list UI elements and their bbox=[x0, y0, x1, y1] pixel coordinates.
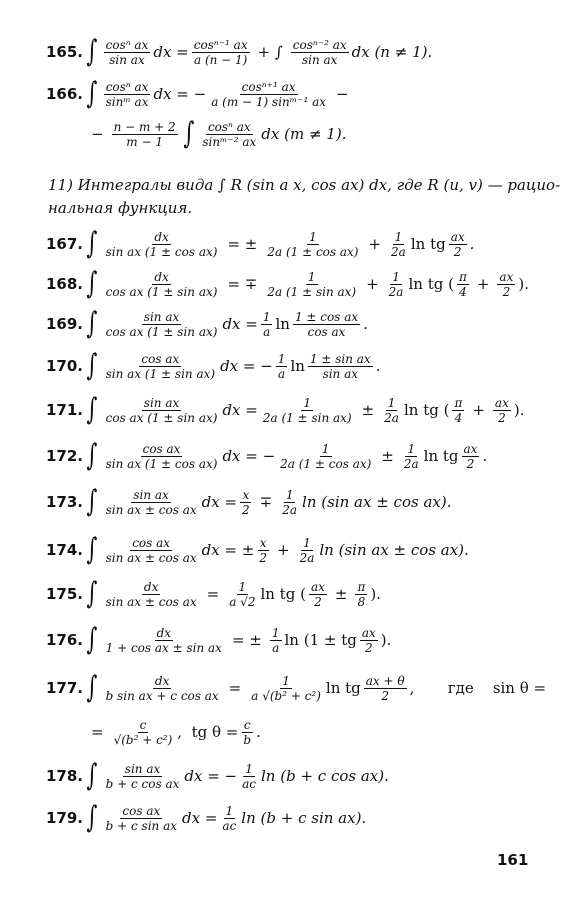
integral-sign: ∫ bbox=[86, 306, 98, 341]
section-heading-line-1: 11) Интегралы вида ∫ R (sin a x, cos ax) dx, где R (u, v) — рацио- bbox=[48, 176, 561, 194]
fraction: $\frac{\text{sin ax}}{\text{cos ax (1 ± sin ax)}}$ bbox=[105, 395, 218, 425]
formula-166 bbox=[0, 74, 571, 114]
fraction: $\frac{\text{cos ax}}{\text{sin ax ± cos ax}}$ bbox=[105, 535, 197, 565]
formula-number: 179. bbox=[46, 809, 84, 827]
formula-177-continued bbox=[0, 712, 571, 752]
fraction: $\frac{\pi}{4}$ bbox=[454, 395, 463, 425]
fraction: $\frac{ax + \theta}{2}$ bbox=[365, 673, 405, 703]
fraction: $\frac{\pi}{4}$ bbox=[458, 269, 467, 299]
fraction: $\frac{c}{b}$ bbox=[243, 717, 252, 747]
fraction: $\frac{ax}{2}$ bbox=[499, 269, 514, 299]
integral-sign: ∫ bbox=[86, 34, 98, 69]
formula-179 bbox=[0, 798, 571, 838]
fraction: $\frac{\text{1 ± cos ax}}{\text{cos ax}}$ bbox=[294, 309, 359, 339]
fraction: $\frac{dx}{\text{b sin ax + c cos ax}}$ bbox=[105, 673, 219, 703]
formula-body: = $\frac{c}{\text{√(b² + c²)}}$ , tg θ = $\frac{c}{b}$ . bbox=[91, 717, 261, 747]
formula-body: − $\frac{n - m + 2}{m - 1}$ ∫ $\frac{\text{cosⁿ ax}}{\text{sinᵐ⁻² ax}}$ dx (m ≠ 1). bbox=[91, 116, 347, 151]
formula-number: 177. bbox=[46, 679, 84, 697]
fraction: $\frac{1}{\text{a √(b² + c²)}}$ bbox=[251, 673, 321, 703]
fraction: $\frac{1}{ac}$ bbox=[222, 803, 237, 833]
integral-sign: ∫ bbox=[86, 800, 98, 835]
formula-number: 169. bbox=[46, 315, 84, 333]
formula-number: 178. bbox=[46, 767, 84, 785]
page-number: 161 bbox=[497, 851, 529, 869]
integral-sign: ∫ bbox=[86, 670, 98, 705]
formula-165 bbox=[0, 32, 571, 72]
fraction: $\frac{c}{\text{√(b² + c²)}}$ bbox=[113, 717, 173, 747]
formula-body: ∫ $\frac{dx}{\text{sin ax ± cos ax}}$ = $\frac{1}{a √2}$ ln tg ( $\frac{ax}{2}$ ± $\frac{\pi}{8}$ ). bbox=[86, 576, 381, 611]
formula-number: 171. bbox=[46, 401, 84, 419]
fraction: $\frac{\text{sin ax}}{\text{cos ax (1 ± sin ax)}}$ bbox=[105, 309, 218, 339]
formula-176 bbox=[0, 620, 571, 660]
fraction: $\frac{x}{2}$ bbox=[259, 535, 267, 565]
formula-170 bbox=[0, 346, 571, 386]
formula-number: 166. bbox=[46, 85, 84, 103]
formula-body: ∫ $\frac{\text{sin ax}}{\text{b + c cos ax}}$ dx = − $\frac{1}{ac}$ ln (b + c cos ax). bbox=[86, 758, 389, 793]
fraction: $\frac{\text{cos ax}}{\text{b + c sin ax}}$ bbox=[105, 803, 178, 833]
formula-body: ∫ $\frac{dx}{\text{sin ax (1 ± cos ax)}}$ = ± $\frac{1}{\text{2a (1 ± cos ax)}}$ + $\frac{1}{2a}$ ln tg $\frac{ax}{2}$ . bbox=[86, 226, 475, 261]
formula-number: 172. bbox=[46, 447, 84, 465]
fraction: $\frac{1}{2a}$ bbox=[391, 229, 406, 259]
fraction: $\frac{ax}{2}$ bbox=[361, 625, 376, 655]
integral-sign: ∫ bbox=[86, 484, 98, 519]
formula-body: ∫ $\frac{\text{cos ax}}{\text{sin ax ± cos ax}}$ dx = ± $\frac{x}{2}$ + $\frac{1}{2a}$ ln (sin ax ± cos ax). bbox=[86, 532, 469, 567]
fraction: $\frac{ax}{2}$ bbox=[463, 441, 478, 471]
formula-177 bbox=[0, 668, 571, 708]
fraction: $\frac{1}{2a}$ bbox=[299, 535, 315, 565]
formula-body: ∫ $\frac{\text{cosⁿ ax}}{\text{sinᵐ ax}}$ dx = − $\frac{\text{cosⁿ⁺¹ ax}}{\text{a (m − 1) sinᵐ⁻¹ ax}}$ − bbox=[86, 76, 349, 111]
formula-body: ∫ $\frac{dx}{\text{1 + cos ax ± sin ax}}$ = ± $\frac{1}{a}$ ln (1 ± tg $\frac{ax}{2}$ ). bbox=[86, 622, 392, 657]
formula-number: 167. bbox=[46, 235, 84, 253]
integral-sign: ∫ bbox=[86, 266, 98, 301]
integral-sign: ∫ bbox=[86, 226, 98, 261]
fraction: $\frac{1}{ac}$ bbox=[242, 761, 256, 791]
formula-number: 174. bbox=[46, 541, 84, 559]
fraction: $\frac{x}{2}$ bbox=[242, 487, 250, 517]
fraction: $\frac{n - m + 2}{m - 1}$ bbox=[113, 119, 176, 149]
formula-168 bbox=[0, 264, 571, 304]
integral-sign: ∫ bbox=[86, 438, 98, 473]
formula-172 bbox=[0, 436, 571, 476]
formula-body: ∫ $\frac{dx}{\text{cos ax (1 ± sin ax)}}$ = ∓ $\frac{1}{\text{2a (1 ± sin ax)}}$ + $\frac{1}{2a}$ ln tg ( $\frac{\pi}{4}$ + $\frac{ax}{2}$ ). bbox=[86, 266, 529, 301]
fraction: $\frac{1}{\text{2a (1 ± sin ax)}}$ bbox=[262, 395, 352, 425]
formula-body: ∫ $\frac{dx}{\text{b sin ax + c cos ax}}$ = $\frac{1}{\text{a √(b² + c²)}}$ ln tg $\frac{ax + \theta}{2}$ , где sin θ = bbox=[86, 670, 547, 705]
fraction: $\frac{\text{cos ax}}{\text{sin ax (1 ± cos ax)}}$ bbox=[105, 441, 218, 471]
formula-174 bbox=[0, 530, 571, 570]
formula-169 bbox=[0, 304, 571, 344]
formula-body: ∫ $\frac{\text{cos ax}}{\text{sin ax (1 ± cos ax)}}$ dx = − $\frac{1}{\text{2a (1 ± cos ax)}}$ ± $\frac{1}{2a}$ ln tg $\frac{ax}{2}$ . bbox=[86, 438, 488, 473]
fraction: $\frac{1}{2a}$ bbox=[282, 487, 298, 517]
formula-178 bbox=[0, 756, 571, 796]
fraction: $\frac{\text{cosⁿ ax}}{\text{sin ax}}$ bbox=[105, 37, 149, 67]
fraction: $\frac{ax}{2}$ bbox=[310, 579, 325, 609]
integral-sign: ∫ bbox=[86, 576, 98, 611]
fraction: $\frac{1}{\text{2a (1 ± cos ax)}}$ bbox=[280, 441, 372, 471]
fraction: $\frac{\text{sin ax}}{\text{sin ax ± cos ax}}$ bbox=[105, 487, 197, 517]
fraction: $\frac{\text{cosⁿ ax}}{\text{sinᵐ ax}}$ bbox=[105, 79, 149, 109]
formula-number: 165. bbox=[46, 43, 84, 61]
formula-body: ∫ $\frac{\text{cosⁿ ax}}{\text{sin ax}}$ dx = $\frac{\text{cosⁿ⁻¹ ax}}{a (n - 1)}$ + ∫ $\frac{\text{cosⁿ⁻² ax}}{\text{sin ax}}$ dx (n ≠ 1). bbox=[86, 34, 433, 69]
fraction: $\frac{\text{cos ax}}{\text{sin ax (1 ± sin ax)}}$ bbox=[105, 351, 216, 381]
formula-167 bbox=[0, 224, 571, 264]
integral-sign: ∫ bbox=[86, 532, 98, 567]
fraction: $\frac{\text{sin ax}}{\text{b + c cos ax}}$ bbox=[105, 761, 180, 791]
fraction: $\frac{1}{a}$ bbox=[271, 625, 280, 655]
formula-number: 173. bbox=[46, 493, 84, 511]
fraction: $\frac{1}{a √2}$ bbox=[229, 579, 256, 609]
formula-166-continued bbox=[0, 114, 571, 154]
fraction: $\frac{\text{cosⁿ⁻² ax}}{\text{sin ax}}$ bbox=[292, 37, 347, 67]
fraction: $\frac{\pi}{8}$ bbox=[357, 579, 366, 609]
fraction: $\frac{1}{a}$ bbox=[262, 309, 271, 339]
fraction: $\frac{1}{2a}$ bbox=[388, 269, 404, 299]
fraction: $\frac{dx}{\text{cos ax (1 ± sin ax)}}$ bbox=[105, 269, 218, 299]
fraction: $\frac{dx}{\text{1 + cos ax ± sin ax}}$ bbox=[105, 625, 222, 655]
fraction: $\frac{1}{\text{2a (1 ± sin ax)}}$ bbox=[267, 269, 357, 299]
fraction: $\frac{\text{cosⁿ⁺¹ ax}}{\text{a (m − 1) sinᵐ⁻¹ ax}}$ bbox=[211, 79, 327, 109]
fraction: $\frac{1}{a}$ bbox=[277, 351, 286, 381]
fraction: $\frac{1}{2a}$ bbox=[384, 395, 399, 425]
formula-body: ∫ $\frac{\text{cos ax}}{\text{sin ax (1 ± sin ax)}}$ dx = − $\frac{1}{a}$ ln $\frac{\text{1 ± sin ax}}{\text{sin ax}}$ . bbox=[86, 348, 381, 383]
formula-175 bbox=[0, 574, 571, 614]
formula-171 bbox=[0, 390, 571, 430]
integral-sign: ∫ bbox=[86, 392, 98, 427]
section-heading-line-2: нальная функция. bbox=[48, 199, 193, 217]
formula-number: 170. bbox=[46, 357, 84, 375]
fraction: $\frac{\text{cosⁿ⁻¹ ax}}{a (n - 1)}$ bbox=[193, 37, 248, 67]
integral-sign: ∫ bbox=[86, 622, 98, 657]
integral-sign: ∫ bbox=[86, 348, 98, 383]
formula-body: ∫ $\frac{\text{sin ax}}{\text{cos ax (1 ± sin ax)}}$ dx = $\frac{1}{\text{2a (1 ± sin ax)}}$ ± $\frac{1}{2a}$ ln tg ( $\frac{\pi}{4}$ + $\frac{ax}{2}$ ). bbox=[86, 392, 525, 427]
integral-sign: ∫ bbox=[86, 76, 98, 111]
formula-173 bbox=[0, 482, 571, 522]
fraction: $\frac{ax}{2}$ bbox=[450, 229, 465, 259]
integral-sign: ∫ bbox=[183, 116, 194, 151]
integral-sign: ∫ bbox=[86, 758, 98, 793]
fraction: $\frac{dx}{\text{sin ax (1 ± cos ax)}}$ bbox=[105, 229, 218, 259]
fraction: $\frac{\text{1 ± sin ax}}{\text{sin ax}}$ bbox=[309, 351, 371, 381]
fraction: $\frac{\text{cosⁿ ax}}{\text{sinᵐ⁻² ax}}$ bbox=[202, 119, 257, 149]
fraction: $\frac{1}{\text{2a (1 ± cos ax)}}$ bbox=[267, 229, 359, 259]
formula-number: 168. bbox=[46, 275, 84, 293]
fraction: $\frac{1}{2a}$ bbox=[403, 441, 419, 471]
formula-body: ∫ $\frac{\text{sin ax}}{\text{sin ax ± cos ax}}$ dx = $\frac{x}{2}$ ∓ $\frac{1}{2a}$ ln (sin ax ± cos ax). bbox=[86, 484, 452, 519]
formula-number: 175. bbox=[46, 585, 84, 603]
formula-number: 176. bbox=[46, 631, 84, 649]
formula-body: ∫ $\frac{\text{cos ax}}{\text{b + c sin ax}}$ dx = $\frac{1}{ac}$ ln (b + c sin ax). bbox=[86, 800, 367, 835]
formula-body: ∫ $\frac{\text{sin ax}}{\text{cos ax (1 ± sin ax)}}$ dx = $\frac{1}{a}$ ln $\frac{\text{1 ± cos ax}}{\text{cos ax}}$ . bbox=[86, 306, 368, 341]
fraction: $\frac{ax}{2}$ bbox=[494, 395, 509, 425]
fraction: $\frac{dx}{\text{sin ax ± cos ax}}$ bbox=[105, 579, 197, 609]
